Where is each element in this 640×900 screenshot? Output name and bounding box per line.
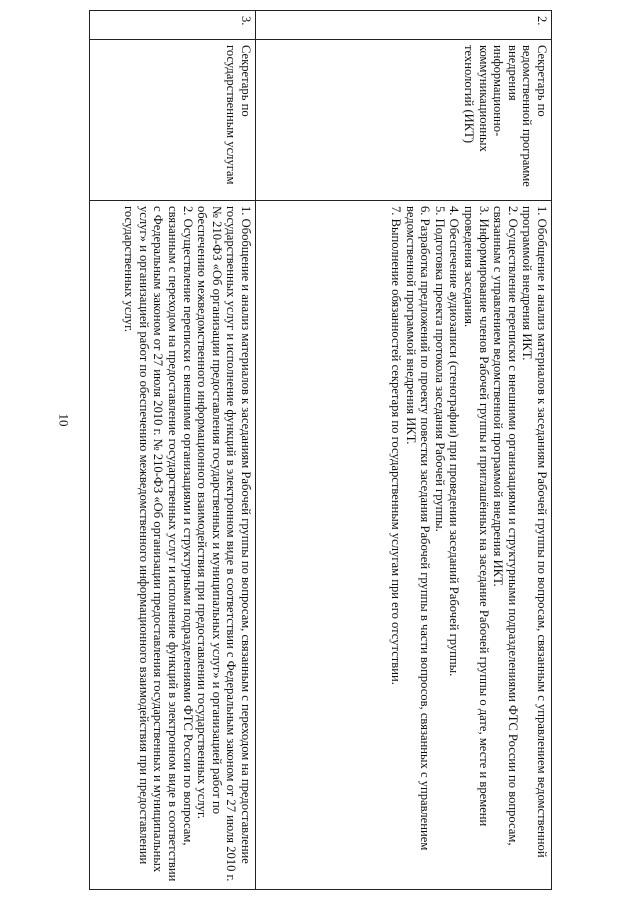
row-number: 3. <box>90 11 256 40</box>
duty-item: 1. Обобщение и анализ материалов к заседаниям Рабочей группы по вопросам, связанным с управлением ведомственной программой внедрения ИКТ. <box>520 206 549 858</box>
duty-item: 2. Осуществление переписки с внешними организациями и структурными подразделениями ФТС России по вопросам, связанным с переходом на предоставление государственных услуг и исполнение функций в электронном виде в соответствии с Федеральным законом от 27 июля 2010 г. № 210-ФЗ «Об организации предоставления государственных и муниципальных услуг» и организацией работ по обеспечению межведомственного информационного взаимодействия при предоставлении государственных услуг. <box>122 206 195 882</box>
duty-item: 1. Обобщение и анализ материалов к заседаниям Рабочей группы по вопросам, связанным с переходом на предоставление государственных услуг и исполнение функций в электронном виде в соответствии с Федеральным законом от 27 июля 2010 г. № 210-ФЗ «Об организации предоставления государственных и муниципальных услуг» и организацией работ по обеспечению межведомственного информационного взаимодействия при предоставлении государственных услуг. <box>195 206 253 882</box>
duty-item: 2. Осуществление переписки с внешними организациями и структурными подразделениями ФТС России по вопросам, связанным с управлением ведомственной программой внедрения ИКТ. <box>491 206 520 846</box>
duties-cell <box>256 201 552 890</box>
role-title: Секретарь по ведомственной программе внедрения информационно-коммуникационных технологий (ИКТ) <box>256 40 552 201</box>
duty-item: 4. Обеспечение аудиозаписи (стенографии) при проведении заседаний Рабочей группы. <box>447 206 462 677</box>
rotated-document-page <box>90 10 552 890</box>
role-title: Секретарь по государственным услугам <box>90 40 256 201</box>
duties-cell <box>90 201 256 890</box>
table-row <box>90 11 256 890</box>
roles-table <box>89 10 552 890</box>
row-number: 2. <box>256 11 552 40</box>
duty-item: 3. Информирование членов Рабочей группы и приглашённых на заседание Рабочей группы о дате, месте и времени проведения заседания. <box>462 206 491 827</box>
page-number: 10 <box>56 413 72 427</box>
duty-item: 6. Разработка предложений по проекту повестки заседания Рабочей группы в части вопросов, связанных с управлением ведомственной программой внедрения ИКТ. <box>403 206 433 851</box>
duty-item: 5. Подготовка проекта протокола заседания Рабочей группы. <box>432 206 447 532</box>
table-row <box>256 11 552 890</box>
duty-item: 7. Выполнение обязанностей секретаря по государственным услугам при его отсутствии. <box>389 206 404 685</box>
